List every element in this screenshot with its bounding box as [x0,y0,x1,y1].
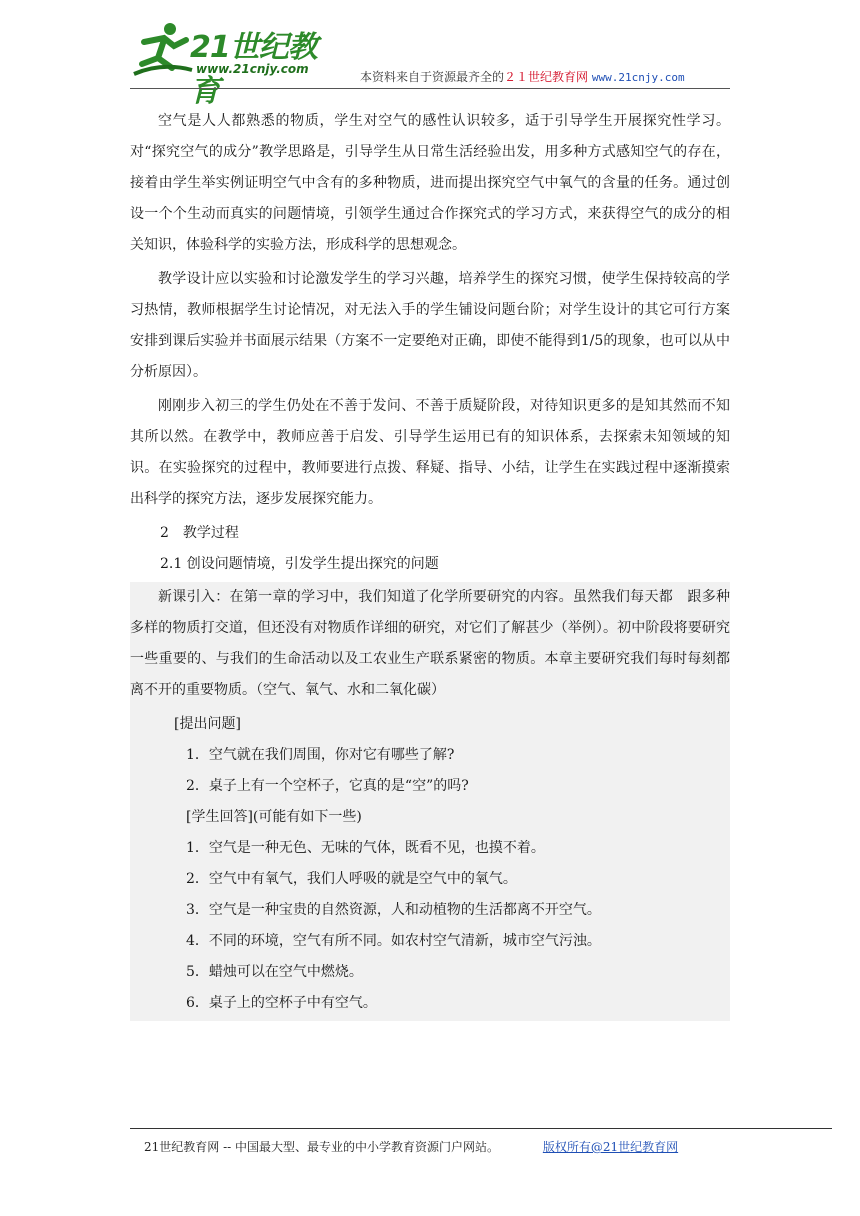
document-body [130,106,730,1021]
logo-url: www.21cnjy.com [196,62,309,76]
answers-label: [学生回答](可能有如下一些) [186,809,362,825]
shaded-block [130,582,730,1021]
subsection-heading: 2.1 创设问题情境，引发学生提出探究的问题 [160,556,439,572]
header-note-prefix: 本资料来自于资源最齐全的 [360,70,505,84]
question-item: 1．空气就在我们周围，你对它有哪些了解? [186,747,455,763]
answer-item: 6．桌子上的空杯子中有空气。 [186,995,377,1011]
header-divider [130,88,730,89]
answer-item: 4．不同的环境，空气有所不同。如农村空气清新，城市空气污浊。 [186,933,601,949]
footer-divider [130,1128,832,1129]
page-header [130,18,730,109]
footer-text: 21世纪教育网 -- 中国最大型、最专业的中小学教育资源门户网站。 [144,1140,500,1154]
header-note [360,68,685,85]
logo-text: 21世纪教育 [190,30,317,109]
runner-logo-icon [130,20,194,80]
question-item: 2．桌子上有一个空杯子，它真的是“空”的吗? [186,778,469,794]
answer-item: 1．空气是一种无色、无味的气体，既看不见，也摸不着。 [186,840,545,856]
paragraph-1: 空气是人人都熟悉的物质，学生对空气的感性认识较多，适于引导学生开展探究性学习。对“探究空气的成分”教学思路是，引导学生从日常生活经验出发，用多种方式感知空气的存在，接着由学生举实例证明空气中含有的多种物质，进而提出探究空气中氧气的含量的任务。通过创设一个个生动而真实的问题情境，引领学生通过合作探究式的学习方式，来获得空气的成分的相关知识，体验科学的实验方法，形成科学的思想观念。 [130,113,730,253]
page-footer [144,1138,678,1155]
intro-paragraph: 新课引入：在第一章的学习中，我们知道了化学所要研究的内容。虽然我们每天都 跟多种多样的物质打交道，但还没有对物质作详细的研究，对它们了解甚少（举例）。初中阶段将要研究一些重要的、与我们的生命活动以及工农业生产联系紧密的物质。本章主要研究我们每时每刻都离不开的重要物质。（空气、氧气、水和二氧化碳） [130,589,730,698]
questions-label: [提出问题] [174,716,241,732]
paragraph-2: 教学设计应以实验和讨论激发学生的学习兴趣，培养学生的探究习惯，使学生保持较高的学习热情，教师根据学生讨论情况，对无法入手的学生铺设问题台阶；对学生设计的其它可行方案安排到课后实验并书面展示结果（方案不一定要绝对正确，即使不能得到1/5的现象，也可以从中分析原因）。 [130,271,730,380]
header-site-link[interactable]: ２１世纪教育网 [504,70,589,84]
copyright-link[interactable]: 版权所有@21世纪教育网 [542,1140,679,1154]
answer-item: 2．空气中有氧气，我们人呼吸的就是空气中的氧气。 [186,871,517,887]
site-logo[interactable] [130,18,340,109]
answer-item: 5．蜡烛可以在空气中燃烧。 [186,964,363,980]
header-url-link[interactable]: www.21cnjy.com [591,71,685,84]
section-heading: 2 教学过程 [160,525,239,541]
answer-item: 3．空气是一种宝贵的自然资源，人和动植物的生活都离不开空气。 [186,902,601,918]
paragraph-3: 刚刚步入初三的学生仍处在不善于发问、不善于质疑阶段，对待知识更多的是知其然而不知其所以然。在教学中，教师应善于启发、引导学生运用已有的知识体系，去探索未知领域的知识。在实验探究的过程中，教师要进行点拨、释疑、指导、小结，让学生在实践过程中逐渐摸索出科学的探究方法，逐步发展探究能力。 [130,398,730,507]
